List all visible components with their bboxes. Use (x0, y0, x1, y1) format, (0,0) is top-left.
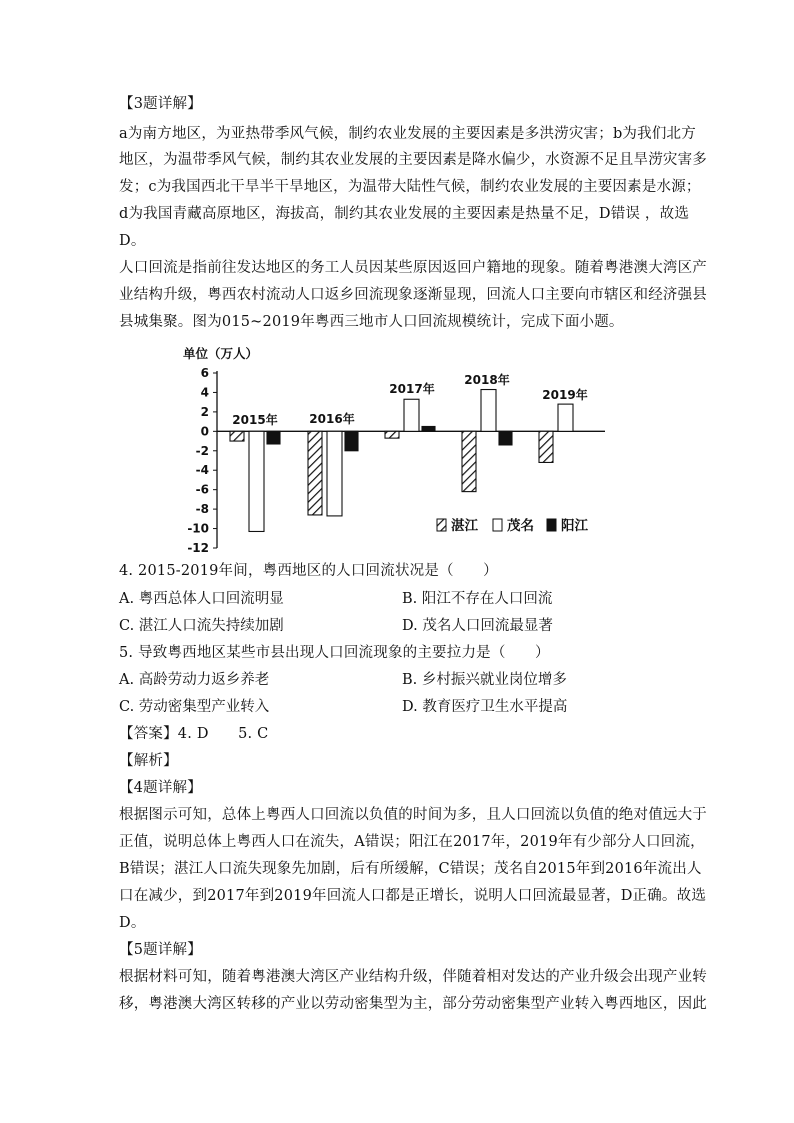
y-tick-label: -4 (195, 463, 209, 478)
category-label: 2015年 (232, 413, 278, 427)
y-tick-label: -12 (187, 541, 209, 555)
legend-swatch-yangjiang (547, 519, 556, 531)
q5-option-d[interactable]: D. 教育医疗卫生水平提高 (402, 699, 568, 715)
legend-label-zhanjiang: 湛江 (451, 518, 478, 534)
q5-stem: 5. 导致粤西地区某些市县出现人口回流现象的主要拉力是（ ） (119, 645, 550, 661)
bar-maoming-2 (404, 399, 419, 431)
legend-label-yangjiang: 阳江 (561, 518, 588, 534)
legend-label-maoming: 茂名 (507, 518, 534, 534)
category-label: 2019年 (542, 388, 588, 402)
legend-swatch-maoming (493, 519, 502, 531)
section5-line-1: 根据材料可知，随着粤港澳大湾区产业结构升级，伴随着相对发达的产业升级会出现产业转 (119, 969, 707, 985)
bar-maoming-4 (558, 404, 573, 431)
y-tick-label: -2 (195, 443, 209, 458)
analysis-heading: 【解析】 (119, 753, 178, 769)
y-tick-label: 6 (200, 366, 209, 380)
material-line-1: 人口回流是指前往发达地区的务工人员因某些原因返回户籍地的现象。随着粤港澳大湾区产 (119, 260, 707, 276)
section4-line-4: 口在减少，到2017年到2019年回流人口都是正增长，说明人口回流最显著，D正确。故选 (119, 888, 707, 904)
section5-heading: 【5题详解】 (119, 942, 202, 958)
y-tick-label: 2 (200, 404, 209, 419)
section3-line-3: 发；c为我国西北干旱半干旱地区，为温带大陆性气候，制约农业发展的主要因素是水源； (119, 179, 701, 195)
bar-maoming-1 (327, 431, 342, 516)
section3-heading: 【3题详解】 (119, 96, 202, 112)
section4-line-1: 根据图示可知，总体上粤西人口回流以负值的时间为多，且人口回流以负值的绝对值远大于 (119, 807, 707, 823)
q5-option-c[interactable]: C. 劳动密集型产业转入 (119, 699, 270, 715)
q4-option-d[interactable]: D. 茂名人口回流最显著 (402, 618, 553, 634)
y-tick-label: -10 (187, 521, 209, 536)
legend-swatch-zhanjiang (437, 519, 446, 531)
section4-line-2: 正值，说明总体上粤西人口在流失，A错误；阳江在2017年，2019年有少部分人口回流， (119, 834, 705, 850)
section4-line-5: D。 (119, 915, 146, 931)
bar-yangjiang-1 (345, 431, 358, 450)
bar-zhanjiang-2 (385, 431, 399, 438)
y-tick-label: -8 (195, 502, 209, 517)
section5-line-2: 移，粤港澳大湾区转移的产业以劳动密集型为主，部分劳动密集型产业转入粤西地区，因此 (119, 996, 707, 1012)
q5-option-a[interactable]: A. 高龄劳动力返乡养老 (119, 672, 270, 688)
bar-zhanjiang-0 (230, 431, 244, 441)
section3-line-2: 地区，为温带季风气候，制约其农业发展的主要因素是降水偏少，水资源不足且旱涝灾害多 (119, 152, 707, 168)
q4-stem: 4. 2015-2019年间，粤西地区的人口回流状况是（ ） (119, 563, 498, 579)
y-tick-label: 4 (200, 385, 209, 400)
bar-yangjiang-0 (267, 431, 280, 444)
y-axis-label: 单位（万人） (183, 346, 259, 361)
material-line-3: 县城集聚。图为015~2019年粤西三地市人口回流规模统计，完成下面小题。 (119, 314, 624, 330)
bar-zhanjiang-1 (308, 431, 322, 515)
bar-zhanjiang-3 (462, 431, 476, 491)
category-label: 2017年 (389, 382, 435, 396)
bar-maoming-3 (481, 390, 496, 432)
section4-heading: 【4题详解】 (119, 780, 202, 796)
y-tick-label: -6 (195, 482, 209, 497)
answer: 【答案】4. D 5. C (119, 726, 269, 742)
population-return-chart (175, 346, 615, 556)
bar-yangjiang-2 (422, 426, 435, 431)
bar-yangjiang-3 (499, 431, 512, 445)
section3-line-5: D。 (119, 233, 146, 249)
bar-zhanjiang-4 (539, 431, 553, 462)
q4-option-a[interactable]: A. 粤西总体人口回流明显 (119, 591, 284, 607)
bar-maoming-0 (249, 431, 264, 531)
q4-option-b[interactable]: B. 阳江不存在人口回流 (402, 591, 553, 607)
y-tick-label: 0 (200, 424, 209, 439)
section3-line-4: d为我国青藏高原地区，海拔高，制约其农业发展的主要因素是热量不足，D错误 ，故选 (119, 206, 690, 222)
category-label: 2016年 (309, 412, 355, 426)
material-line-2: 业结构升级，粤西农村流动人口返乡回流现象逐渐显现，回流人口主要向市辖区和经济强县 (119, 287, 707, 303)
q4-option-c[interactable]: C. 湛江人口流失持续加剧 (119, 618, 284, 634)
section3-line-1: a为南方地区，为亚热带季风气候，制约农业发展的主要因素是多洪涝灾害；b为我们北方 (119, 126, 696, 142)
category-label: 2018年 (464, 373, 510, 387)
section4-line-3: B错误；湛江人口流失现象先加剧，后有所缓解，C错误；茂名自2015年到2016年流出人 (119, 861, 702, 877)
q5-option-b[interactable]: B. 乡村振兴就业岗位增多 (402, 672, 567, 688)
